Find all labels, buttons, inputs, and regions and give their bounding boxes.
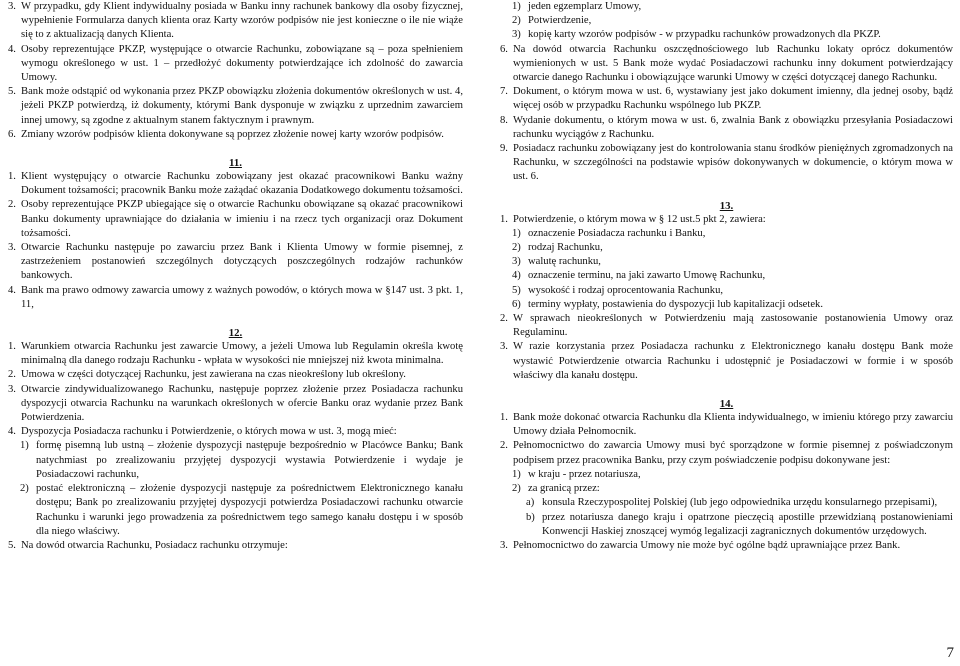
paragraph-5: 5. Bank może odstąpić od wykonania przez PKZP obowiązku złożenia dokumentów określonych w ust. 4, jeżeli PKZP potwierdzą, iż dokumenty, którymi Bank dysponuje w związku z uprzednim zawarciem innej umowy, są zgodne z aktualnym stanem faktycznym i prawnym. [8, 86, 463, 126]
s13-paragraph-2: 2. W sprawach nieokreślonych w Potwierdzeniu mają zastosowanie postanowienia Umowy oraz Regulaminu. [500, 313, 953, 339]
section-heading-13: 13. [719, 199, 734, 212]
s13-p1-point-6: 6) terminy wypłaty, postawienia do dyspozycji lub kapitalizacji odsetek. [512, 298, 823, 310]
s12-p5-point-1: 1) jeden egzemplarz Umowy, [512, 1, 642, 12]
s11-paragraph-1: 1. Klient występujący o otwarcie Rachunku zobowiązany jest okazać pracownikowi Banku ważny Dokument tożsamości; pracownik Banku może zażądać okazania Dodatkowego dokumentu tożsamości. [8, 171, 463, 197]
s13-p1-point-5: 5) wysokość i rodzaj oprocentowania Rachunku, [512, 284, 724, 296]
right-column [500, 0, 953, 553]
s11-paragraph-3: 3. Otwarcie Rachunku następuje po zawarciu przez Bank i Klienta Umowy w formie pisemnej, z zastrzeżeniem postanowień szczególnych dotyczących poszczególnych rodzajów rachunków bankowych. [8, 242, 463, 282]
s13-p1-point-3: 3) walutę rachunku, [512, 256, 601, 268]
s14-paragraph-2: 2. Pełnomocnictwo do zawarcia Umowy musi być sporządzone w formie pisemnej z poświadczonym podpisem przez pracownika Banku, przy czym poświadczenie podpisu dokonywane jest: [500, 440, 953, 466]
s14-paragraph-3: 3. Pełnomocnictwo do zawarcia Umowy nie może być ogólne bądź uprawniające przez Bank. [500, 539, 901, 551]
s13-p1-point-4: 4) oznaczenie terminu, na jaki zawarto Umowę Rachunku, [512, 270, 766, 282]
s12-paragraph-4: 4. Dyspozycja Posiadacza rachunku i Potwierdzenie, o których mowa w ust. 3, mogą mieć: [8, 426, 397, 438]
page-number: 7 [946, 645, 954, 661]
section-heading-14: 14. [719, 398, 734, 411]
s12-paragraph-1: 1. Warunkiem otwarcia Rachunku jest zawarcie Umowy, a jeżeli Umowa lub Regulamin określa kwotę minimalną dla danego rodzaju Rachunku - wpłata w wysokości nie mniejszej niż kwota minimalna. [8, 341, 463, 367]
s14-p2-point-2a: a) konsula Rzeczypospolitej Polskiej (lub jego odpowiednika urzędu konsularnego przepisami), [526, 497, 938, 509]
s12-paragraph-6: 6. Na dowód otwarcia Rachunku oszczędnościowego lub Rachunku lokaty oprócz dokumentów wymienionych w ust. 5 Bank może wydać Posiadaczowi rachunku inny dokument potwierdzający otwarcie danego Rachunku i obowiązujące warunki Umowy w części dotyczącej danego Rachunku. [500, 43, 953, 84]
s12-paragraph-5: 5. Na dowód otwarcia Rachunku, Posiadacz rachunku otrzymuje: [8, 539, 288, 551]
s13-p1-point-1: 1) oznaczenie Posiadacza rachunku i Banku, [512, 227, 706, 239]
section-heading-12: 12. [228, 327, 243, 340]
s12-p5-point-3: 3) kopię karty wzorów podpisów - w przypadku rachunków prowadzonych dla PKZP. [512, 29, 881, 41]
s14-paragraph-1: 1. Bank może dokonać otwarcia Rachunku dla Klienta indywidualnego, w imieniu którego przy zawarciu Umowy działa Pełnomocnik. [500, 412, 953, 438]
paragraph-3: 3. W przypadku, gdy Klient indywidualny posiada w Banku inny rachunek bankowy dla osoby fizycznej, wypełnienie Formularza danych klienta oraz Karty wzorów podpisów nie jest konieczne o ile nie wiąże się to z aktualizacją danych Klienta. [8, 1, 463, 41]
section-heading-11: 11. [229, 157, 242, 170]
s13-paragraph-1: 1. Potwierdzenie, o którym mowa w § 12 ust.5 pkt 2, zawiera: [500, 213, 766, 225]
s12-paragraph-9: 9. Posiadacz rachunku zobowiązany jest do kontrolowania stanu środków pieniężnych zgromadzonych na Rachunku, w szczególności na podstawie wpisów dokonywanych w dokumencie, o którym mowa w ust. 6. [500, 143, 953, 183]
s12-paragraph-7: 7. Dokument, o którym mowa w ust. 6, wystawiany jest jako dokument imienny, dla jednej osoby, bądź więcej osób w przypadku Rachunku wspólnego lub PKZP. [500, 86, 953, 112]
left-column [8, 0, 463, 553]
paragraph-4: 4. Osoby reprezentujące PKZP, występujące o otwarcie Rachunku, zobowiązane są – poza spełnieniem wymogu określonego w ust. 1 – przedłożyć dokumenty potwierdzające ich zdolność do zawarcia Umowy. [8, 43, 463, 84]
paragraph-6: 6. Zmiany wzorów podpisów klienta dokonywane są poprzez złożenie nowej karty wzorów podpisów. [8, 128, 444, 140]
s14-p2-point-2b: b) przez notariusza danego kraju i opatrzone pieczęcią apostille przewidzianą postanowieniami Konwencji Haskiej znoszącej wymóg legalizacji zagranicznych dokumentów urzędowych. [526, 511, 953, 537]
s14-p2-point-2: 2) za granicą przez: [512, 483, 600, 495]
s13-p1-point-2: 2) rodzaj Rachunku, [512, 242, 603, 254]
s12-paragraph-2: 2. Umowa w części dotyczącej Rachunku, jest zawierana na czas nieokreślony lub określony. [8, 369, 406, 381]
s14-p2-point-1: 1) w kraju - przez notariusza, [512, 468, 641, 480]
s13-paragraph-3: 3. W razie korzystania przez Posiadacza rachunku z Elektronicznego kanału dostępu Bank może wystawić Potwierdzenie otwarcia Rachunku i udostępnić je Posiadaczowi w formie i w sposób właściwy dla kanału dostępu. [500, 341, 953, 381]
s12-p5-point-2: 2) Potwierdzenie, [512, 15, 592, 27]
s12-paragraph-8: 8. Wydanie dokumentu, o którym mowa w ust. 6, zwalnia Bank z obowiązku przesyłania Posiadaczowi rachunku wyciągów z Rachunku. [500, 114, 953, 140]
s11-paragraph-4: 4. Bank ma prawo odmowy zawarcia umowy z ważnych powodów, o których mowa w §147 ust. 3 pkt. 1, 11, [8, 284, 463, 310]
s12-paragraph-3: 3. Otwarcie zindywidualizowanego Rachunku, następuje poprzez złożenie przez Posiadacza rachunku dyspozycji otwarcia Rachunku na warunkach określonych w ofercie Banku oraz wydanie przez Bank Potwierdzenia. [8, 383, 463, 424]
s11-paragraph-2: 2. Osoby reprezentujące PKZP ubiegające się o otwarcie Rachunku obowiązane są okazać pracownikowi Banku dokumenty uprawniające do działania w imieniu i na rzecz tych organizacji oraz Dokument tożsamości. [8, 199, 463, 239]
s12-p4-point-2: 2) postać elektroniczną – złożenie dyspozycji następuje za pośrednictwem Elektronicznego kanału dostępu; Bank po zrealizowaniu przyjętej dyspozycji potwierdza Posiadaczowi rachunku otwarcie Rachunku i warunki jego prowadzenia za pośrednictwem tego samego kanału dostępu i w sposób dla niego właściwy. [20, 483, 463, 537]
s12-p4-point-1: 1) formę pisemną lub ustną – złożenie dyspozycji następuje bezpośrednio w Placówce Banku; Bank natychmiast po zrealizowaniu przyjętej dyspozycji wystawia Potwierdzenie i wydaje je Posiadaczowi rachunku, [20, 440, 463, 480]
